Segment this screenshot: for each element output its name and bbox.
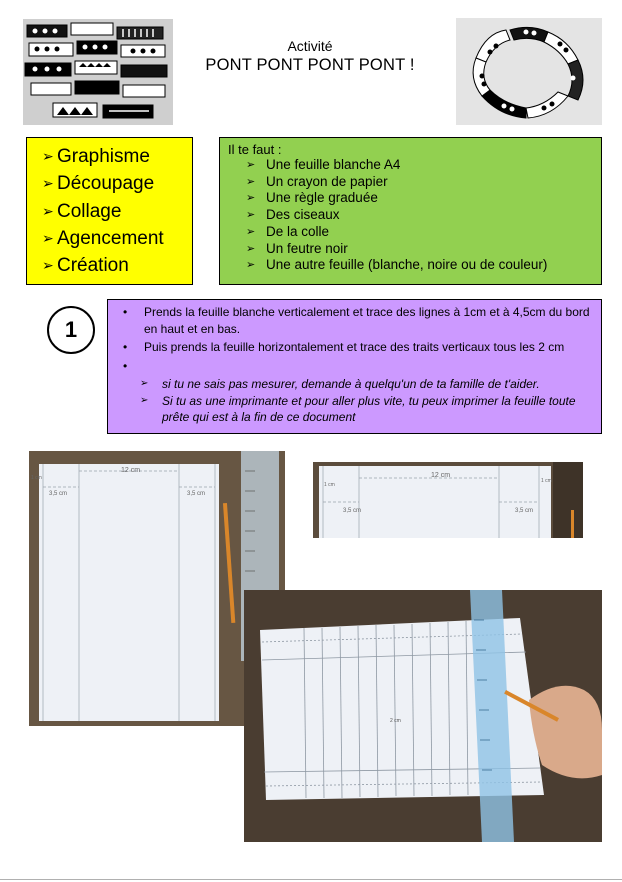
page-bottom-rule [0, 879, 622, 880]
instruction-bullet: • Puis prends la feuille horizontalement et trace des traits verticaux tous les 2 cm [123, 340, 565, 354]
width-label: 12 cm [431, 472, 451, 479]
arrow-bullet-icon: ➢ [42, 202, 54, 219]
arrow-bullet-icon: ➢ [140, 394, 149, 406]
paper-bands-illustration [23, 19, 173, 125]
arrow-bullet-icon: ➢ [246, 259, 256, 272]
left-margin-label: 3,5 cm [343, 508, 362, 514]
sheet-closeup-illustration [313, 462, 583, 538]
material-item: ➢ Un crayon de papier [246, 173, 388, 189]
materials-box [219, 137, 602, 285]
material-item: ➢ Une feuille blanche A4 [246, 157, 401, 172]
arrow-bullet-icon: ➢ [42, 229, 54, 246]
paper-sheet [39, 464, 219, 721]
skill-item: ➢ Graphisme [42, 143, 192, 170]
instructions-box [107, 299, 602, 434]
corner-left-label: 1 cm [324, 482, 335, 488]
page-title: PONT PONT PONT PONT ! [205, 56, 415, 74]
materials-heading: Il te faut : [228, 142, 282, 157]
photo-sheet-closeup [313, 462, 583, 538]
bullet-dot-icon: • [123, 358, 128, 373]
material-item: ➢ Une règle graduée [246, 190, 378, 206]
material-item: ➢ Un feutre noir [246, 240, 348, 256]
paper-bridge-wreath-illustration [456, 18, 602, 125]
photo-horizontal-sheet [244, 590, 602, 842]
header-photo-left [23, 19, 173, 125]
step-number-badge: 1 [47, 306, 95, 354]
arrow-bullet-icon: ➢ [42, 175, 54, 192]
arrow-bullet-icon: ➢ [42, 148, 54, 164]
bullet-dot-icon: • [123, 305, 128, 319]
activity-label: Activité [287, 38, 333, 54]
width-label: 12 cm [121, 467, 141, 474]
instruction-bullet: • Prends la feuille blanche verticalement et trace des lignes à 1cm et à 4,5cm du bord en haut et en bas. [123, 305, 590, 336]
arrow-bullet-icon: ➢ [246, 159, 256, 171]
tip-item: ➢ Si tu as une imprimante et pour aller plus vite, tu peux imprimer la feuille toute prête qui est à la fin de ce document [140, 393, 576, 424]
skills-box [26, 137, 193, 285]
skill-item: ➢ Création [42, 252, 192, 279]
header-photo-right [456, 18, 602, 125]
bullet-dot-icon: • [123, 340, 128, 354]
skill-item: ➢ Agencement [42, 225, 192, 252]
material-item: ➢ Une autre feuille (blanche, noire ou de couleur) [246, 257, 548, 273]
right-margin-label: 3,5 cm [187, 491, 206, 497]
arrow-bullet-icon: ➢ [246, 225, 256, 238]
corner-right-label: 1 cm [541, 478, 552, 484]
arrow-bullet-icon: ➢ [246, 209, 256, 222]
left-margin-label: 3,5 cm [49, 491, 68, 497]
arrow-bullet-icon: ➢ [42, 257, 54, 274]
material-item: ➢ De la colle [246, 223, 330, 239]
skill-item: ➢ Collage [42, 198, 192, 225]
arrow-bullet-icon: ➢ [246, 192, 256, 205]
activity-title-block [175, 38, 445, 75]
arrow-bullet-icon: ➢ [246, 242, 256, 255]
tip-item: ➢ si tu ne sais pas mesurer, demande à quelqu'un de ta famille de t'aider. [140, 377, 540, 391]
corner-label: 1 cm [31, 475, 42, 481]
arrow-bullet-icon: ➢ [140, 378, 149, 389]
interval-label: 2 cm [390, 718, 401, 724]
arrow-bullet-icon: ➢ [246, 175, 256, 188]
skill-item: ➢ Découpage [42, 170, 192, 197]
material-item: ➢ Des ciseaux [246, 207, 340, 223]
pencil [571, 510, 574, 538]
right-margin-label: 3,5 cm [515, 508, 534, 514]
horizontal-sheet-illustration [244, 590, 602, 842]
empty-bullet [120, 358, 593, 375]
